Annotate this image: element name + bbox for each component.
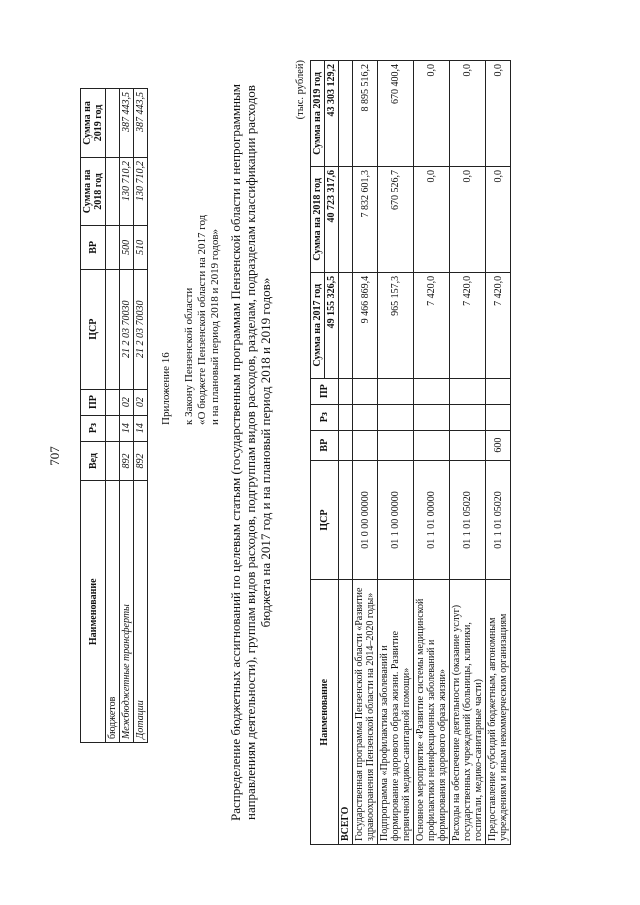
cell-sum-2017: 9 466 869,4	[353, 272, 378, 378]
cell-pr	[450, 378, 486, 404]
cell-vr: 510	[134, 225, 148, 269]
cell-ved: 892	[120, 441, 134, 481]
cell-vr	[353, 430, 378, 460]
cell-rz	[414, 404, 450, 430]
header-ved: Вед	[81, 441, 106, 481]
cell-name: Предоставление субсидий бюджетным, автономным учреждениям и иным некоммерческим организациям	[486, 580, 511, 845]
cell-rz	[450, 404, 486, 430]
cell-pr	[106, 389, 120, 415]
header-sum-2018: Сумма на 2018 год	[81, 157, 106, 225]
cell-name: Расходы на обеспечение деятельности (оказание услуг) государственных учреждений (больницы, клиники, госпитали, медико-санитарные части)	[450, 580, 486, 845]
cell-pr: 02	[120, 389, 134, 415]
header-vr: ВР	[311, 430, 339, 460]
total-row	[339, 61, 353, 845]
cell-sum-2018: 0,0	[414, 166, 450, 272]
table-row	[134, 89, 148, 743]
cell-name: Основное мероприятие «Развитие системы медицинской профилактики неинфекционных заболеваний и формирования здорового образа жизни»	[414, 580, 450, 845]
cell-rz	[353, 404, 378, 430]
cell-name: Государственная программа Пензенской области «Развитие здравоохранения Пензенской области на 2014–2020 годы»	[353, 580, 378, 845]
cell-sum-2019: 8 895 516,2	[353, 61, 378, 167]
table-row	[353, 61, 378, 845]
cell-rz: 14	[120, 415, 134, 441]
cell-pr	[414, 378, 450, 404]
cell-csr: 21 2 03 70030	[134, 269, 148, 389]
cell-sum-2018: 130 710,2	[120, 157, 134, 225]
cell-ved	[106, 441, 120, 481]
cell-rz	[378, 404, 414, 430]
cell-rz	[339, 404, 353, 430]
cell-vr	[414, 430, 450, 460]
cell-csr: 01 1 01 00000	[414, 460, 450, 580]
main-table	[310, 60, 511, 845]
header-rz: Рз	[311, 404, 339, 430]
cell-pr	[378, 378, 414, 404]
cell-sum-2019: 387 443,5	[134, 89, 148, 158]
header-name: Наименование	[81, 481, 106, 743]
cell-csr: 01 1 00 00000	[378, 460, 414, 580]
top-table	[80, 88, 148, 743]
cell-csr: 01 1 01 05020	[486, 460, 511, 580]
main-table-header-row	[311, 61, 325, 845]
cell-vr: 600	[486, 430, 511, 460]
header-pr: ПР	[81, 389, 106, 415]
cell-sum-2019: 670 400,4	[378, 61, 414, 167]
cell-name: бюджетов	[106, 481, 120, 743]
annex-line: к Закону Пензенской области	[183, 287, 195, 425]
cell-pr	[339, 378, 353, 404]
header-sum-2018: Сумма на 2018 год	[311, 166, 325, 272]
header-csr: ЦСР	[311, 460, 339, 580]
document-heading: Распределение бюджетных ассигнований по целевым статьям (государственным программам Пензенской области и непрограммным направлениям деятельности), группам видов расходов, подгруппам видов расходов, разделам, подразделам классификации расходов бюджета на 2017 год и на плановый период 2018 и 2019 годов»	[228, 83, 273, 822]
cell-sum-2019: 387 443,5	[120, 89, 134, 158]
cell-sum-2018: 7 832 601,3	[353, 166, 378, 272]
cell-pr	[486, 378, 511, 404]
table-row	[486, 61, 511, 845]
cell-sum-2017: 7 420,0	[414, 272, 450, 378]
cell-rz: 14	[134, 415, 148, 441]
cell-name: Подпрограмма «Профилактика заболеваний и формирование здорового образа жизни. Развитие первичной медико-санитарной помощи»	[378, 580, 414, 845]
annex-title: Приложение 16	[160, 352, 172, 425]
cell-csr: 01 1 01 05020	[450, 460, 486, 580]
table-row	[106, 89, 120, 743]
cell-pr	[353, 378, 378, 404]
table-row	[414, 61, 450, 845]
cell-name: Межбюджетные трансферты	[120, 481, 134, 743]
units-label: (тыс. рублей)	[295, 60, 306, 120]
header-rz: Рз	[81, 415, 106, 441]
cell-vr	[378, 430, 414, 460]
cell-vr: 500	[120, 225, 134, 269]
total-2019: 43 303 129,2	[325, 61, 339, 167]
cell-csr	[339, 460, 353, 580]
total-2017: 49 155 326,5	[325, 272, 339, 378]
cell-sum-2018: 0,0	[450, 166, 486, 272]
header-vr: ВР	[81, 225, 106, 269]
cell-sum-2017: 7 420,0	[486, 272, 511, 378]
cell-csr: 01 0 00 00000	[353, 460, 378, 580]
cell-rz	[486, 404, 511, 430]
cell-sum-2019: 0,0	[414, 61, 450, 167]
table-row	[450, 61, 486, 845]
cell-sum-2019: 0,0	[450, 61, 486, 167]
cell-sum-2018: 670 526,7	[378, 166, 414, 272]
cell-sum-2018	[339, 166, 353, 272]
annex-line: и на плановый период 2018 и 2019 годов»	[209, 228, 221, 425]
cell-vr	[339, 430, 353, 460]
total-label: ВСЕГО	[339, 580, 353, 845]
table-row	[378, 61, 414, 845]
cell-sum-2018: 0,0	[486, 166, 511, 272]
cell-sum-2017	[339, 272, 353, 378]
cell-sum-2017: 7 420,0	[450, 272, 486, 378]
cell-vr	[450, 430, 486, 460]
header-pr: ПР	[311, 378, 339, 404]
table-row	[120, 89, 134, 743]
cell-sum-2019	[339, 61, 353, 167]
cell-sum-2017: 965 157,3	[378, 272, 414, 378]
page-number: 707	[47, 446, 62, 466]
header-csr: ЦСР	[81, 269, 106, 389]
total-2018: 40 723 317,6	[325, 166, 339, 272]
cell-ved: 892	[134, 441, 148, 481]
header-name: Наименование	[311, 580, 339, 845]
cell-csr: 21 2 03 70030	[120, 269, 134, 389]
cell-sum-2018: 130 710,2	[134, 157, 148, 225]
cell-sum-2018	[106, 157, 120, 225]
top-table-header-row	[81, 89, 106, 743]
header-sum-2019: Сумма на 2019 год	[311, 61, 325, 167]
annex-line: «О бюджете Пензенской области на 2017 год	[196, 214, 208, 425]
cell-pr: 02	[134, 389, 148, 415]
annex-block	[160, 215, 222, 425]
cell-rz	[106, 415, 120, 441]
cell-name: Дотации	[134, 481, 148, 743]
header-sum-2019: Сумма на 2019 год	[81, 89, 106, 158]
cell-sum-2019: 0,0	[486, 61, 511, 167]
cell-csr	[106, 269, 120, 389]
cell-vr	[106, 225, 120, 269]
header-sum-2017: Сумма на 2017 год	[311, 272, 325, 378]
cell-sum-2019	[106, 89, 120, 158]
